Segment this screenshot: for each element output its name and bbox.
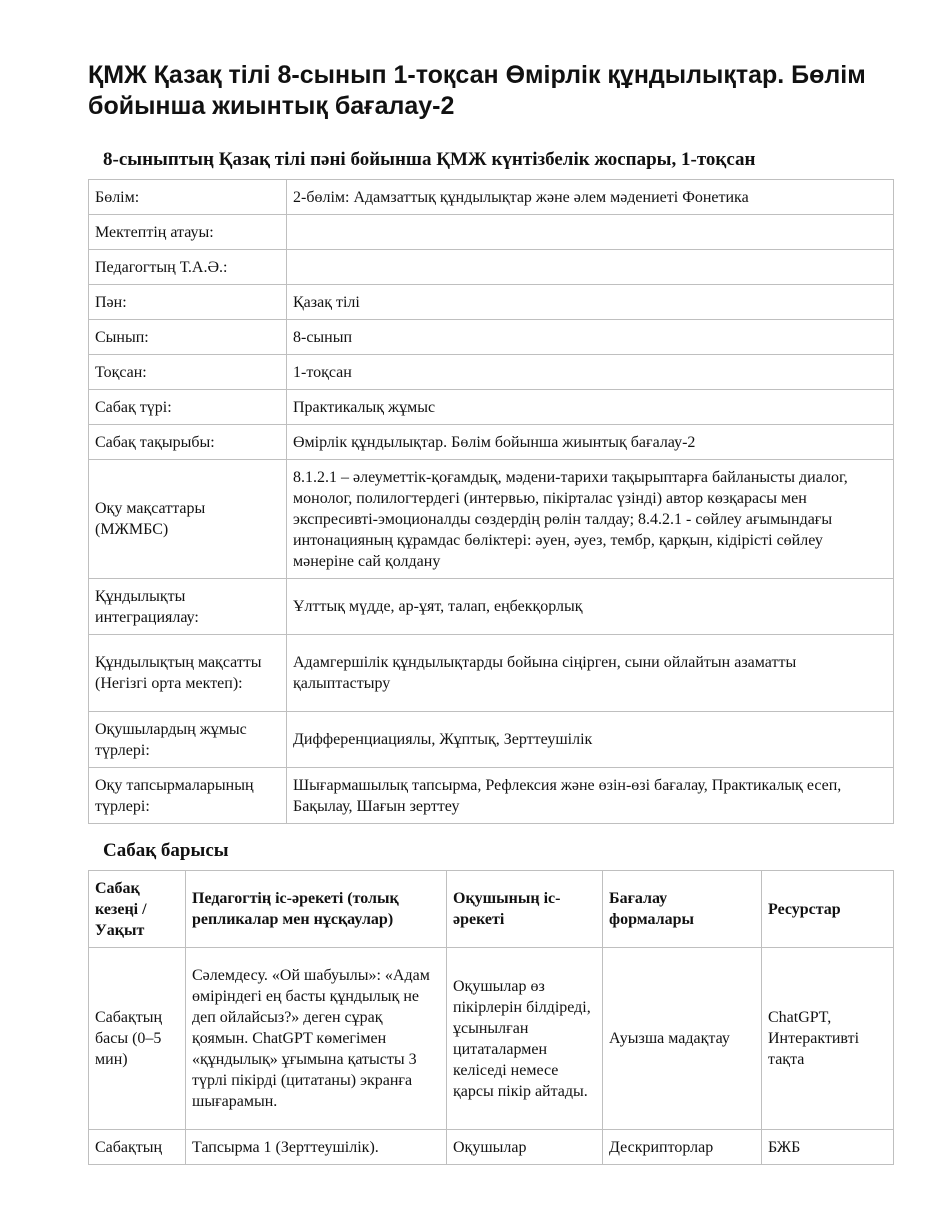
row-value-value-integration: Ұлттық мүдде, ар-ұят, талап, еңбекқорлық (287, 579, 894, 635)
table-row (89, 635, 894, 712)
plan-heading: 8-сыныптың Қазақ тілі пәні бойынша ҚМЖ күнтізбелік жоспары, 1-тоқсан (103, 149, 756, 170)
table-row (89, 579, 894, 635)
lesson-flow-table (88, 870, 894, 1165)
column-header-student-activity: Оқушының іс-әрекеті (447, 871, 603, 948)
column-header-assessment: Бағалау формалары (603, 871, 762, 948)
cell-resources: БЖБ (762, 1130, 894, 1165)
cell-student-activity: Оқушылар өз пікірлерін білдіреді, ұсынылған цитаталармен келіседі немесе қарсы пікір айтады. (447, 948, 603, 1130)
table-row (89, 215, 894, 250)
row-label-lesson-type: Сабақ түрі: (89, 390, 287, 425)
table-row (89, 1130, 894, 1165)
row-label-value-integration: Құндылықты интеграциялау: (89, 579, 287, 635)
row-value-teacher (287, 250, 894, 285)
cell-assessment: Ауызша мадақтау (603, 948, 762, 1130)
row-label-school: Мектептің атауы: (89, 215, 287, 250)
table-header-row (89, 871, 894, 948)
cell-resources: ChatGPT, Интерактивті тақта (762, 948, 894, 1130)
document-title: ҚМЖ Қазақ тілі 8-сынып 1-тоқсан Өмірлік құндылықтар. Бөлім бойынша жиынтық бағалау-2 (88, 61, 866, 120)
table-row (89, 948, 894, 1130)
row-value-lesson-topic: Өмірлік құндылықтар. Бөлім бойынша жиынтық бағалау-2 (287, 425, 894, 460)
table-row (89, 355, 894, 390)
column-header-teacher-activity: Педагогтің іс-әрекеті (толық репликалар мен нұсқаулар) (186, 871, 447, 948)
table-row (89, 460, 894, 579)
table-row (89, 768, 894, 824)
row-value-learning-objectives: 8.1.2.1 – әлеуметтік-қоғамдық, мәдени-тарихи тақырыптарға байланысты диалог, монолог, полилогтердегі (интервью, пікірталас үзінді) автор көзқарасы мен экспресивті-эмоционалды сөздердің рөлін талдау; 8.4.2.1 - сөйлеу ағымындағы интонацияның құрамдас бөліктері: әуен, әуез, тембр, қарқын, кідірісті сөйлеу мәнеріне сай қолдану (287, 460, 894, 579)
row-label-value-goal: Құндылықтың мақсатты (Негізгі орта мектеп): (89, 635, 287, 712)
cell-student-activity: Оқушылар (447, 1130, 603, 1165)
cell-stage: Сабақтың басы (0–5 мин) (89, 948, 186, 1130)
cell-teacher-activity: Сәлемдесу. «Ой шабуылы»: «Адам өміріндегі ең басты құндылық не деп ойлайсыз?» деген сұрақ қоямын. ChatGPT көмегімен «құндылық» ұғымына қатысты 3 түрлі пікірді (цитатаны) экранға шығарамын. (186, 948, 447, 1130)
cell-stage: Сабақтың (89, 1130, 186, 1165)
row-value-subject: Қазақ тілі (287, 285, 894, 320)
table-row (89, 250, 894, 285)
row-value-section: 2-бөлім: Адамзаттық құндылықтар және әлем мәдениеті Фонетика (287, 180, 894, 215)
row-label-subject: Пән: (89, 285, 287, 320)
column-header-stage: Сабақ кезеңі / Уақыт (89, 871, 186, 948)
row-label-lesson-topic: Сабақ тақырыбы: (89, 425, 287, 460)
table-row (89, 320, 894, 355)
row-value-quarter: 1-тоқсан (287, 355, 894, 390)
lesson-flow-heading: Сабақ барысы (103, 840, 229, 861)
row-label-grade: Сынып: (89, 320, 287, 355)
cell-teacher-activity: Тапсырма 1 (Зерттеушілік). (186, 1130, 447, 1165)
row-value-work-types: Дифференциациялы, Жұптық, Зерттеушілік (287, 712, 894, 768)
table-row (89, 712, 894, 768)
row-label-quarter: Тоқсан: (89, 355, 287, 390)
table-row (89, 390, 894, 425)
row-value-grade: 8-сынып (287, 320, 894, 355)
table-row (89, 180, 894, 215)
row-label-section: Бөлім: (89, 180, 287, 215)
table-row (89, 285, 894, 320)
row-label-teacher: Педагогтың Т.А.Ә.: (89, 250, 287, 285)
row-value-task-types: Шығармашылық тапсырма, Рефлексия және өзін-өзі бағалау, Практикалық есеп, Бақылау, Шағын зерттеу (287, 768, 894, 824)
table-row (89, 425, 894, 460)
row-label-learning-objectives: Оқу мақсаттары (МЖМБС) (89, 460, 287, 579)
row-value-value-goal: Адамгершілік құндылықтарды бойына сіңірген, сыни ойлайтын азаматты қалыптастыру (287, 635, 894, 712)
row-value-school (287, 215, 894, 250)
row-label-work-types: Оқушылардың жұмыс түрлері: (89, 712, 287, 768)
cell-assessment: Дескрипторлар (603, 1130, 762, 1165)
plan-info-table (88, 179, 894, 824)
row-label-task-types: Оқу тапсырмаларының түрлері: (89, 768, 287, 824)
column-header-resources: Ресурстар (762, 871, 894, 948)
row-value-lesson-type: Практикалық жұмыс (287, 390, 894, 425)
